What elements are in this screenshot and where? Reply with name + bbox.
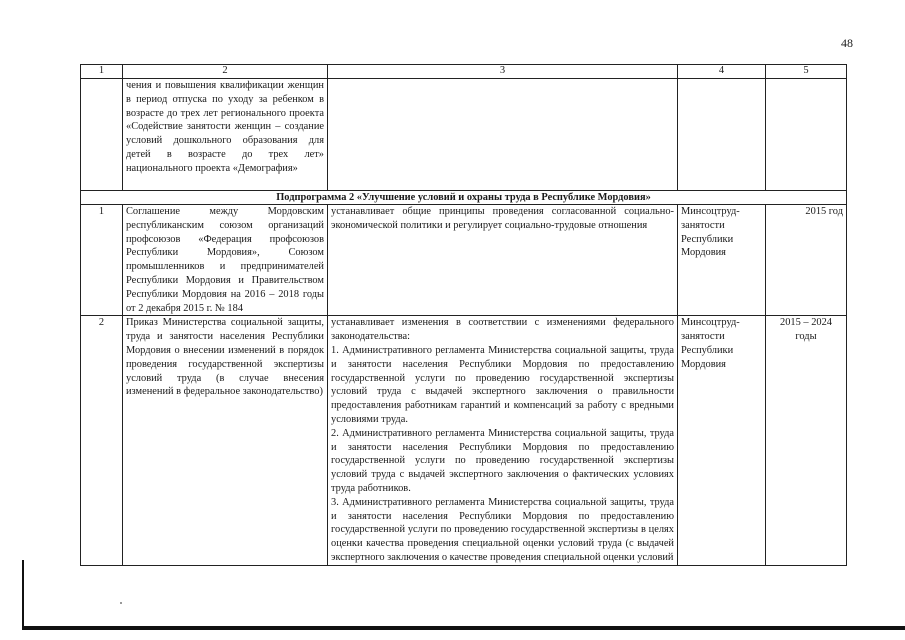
- table-row: [81, 205, 847, 316]
- continuation-text: чения и повышения квалификации женщин в период отпуска по уходу за ребенком в возрасте до трех лет регионального проекта «Содействие занятости женщин – создание условий дошкольного образования для детей в возрасте до трех лет» национального проекта «Демография»: [123, 79, 328, 191]
- header-col-3: 3: [328, 65, 678, 79]
- header-col-4: 4: [678, 65, 766, 79]
- header-col-1: 1: [81, 65, 123, 79]
- continuation-num: [81, 79, 123, 191]
- row-term: 2015 – 2024 годы: [766, 316, 847, 565]
- scan-speck: [120, 602, 122, 604]
- continuation-term: [766, 79, 847, 191]
- content-paragraph: 3. Административного регламента Министерства социальной защиты, труда и занятости населения Республики Мордовия по предоставлению государственной услуги по проведению государственной экспертизы в целях оценки качества проведения специальной оценки условий труда (с выдачей экспертного заключения о качестве проведения специальной оценки условий: [331, 496, 674, 563]
- document-table: [80, 64, 847, 566]
- row-number: 1: [81, 205, 123, 316]
- table-row: [81, 316, 847, 565]
- header-col-2: 2: [123, 65, 328, 79]
- row-responsible: Минсоцтруд-занятости Республики Мордовия: [678, 316, 766, 565]
- row-document: Приказ Министерства социальной защиты, труда и занятости населения Республики Мордовия о внесении изменений в порядок проведения государственной экспертизы условий труда (в случае внесения изменений в федеральное законодательство): [123, 316, 328, 565]
- row-content: [328, 205, 678, 316]
- continuation-content: [328, 79, 678, 191]
- section-title: Подпрограмма 2 «Улучшение условий и охраны труда в Республике Мордовия»: [81, 191, 847, 205]
- section-row: [81, 191, 847, 205]
- content-paragraph: 1. Административного регламента Министерства социальной защиты, труда и занятости населения Республики Мордовия по предоставлению государственной услуги по проведению государственной экспертизы условий труда с выдачей экспертного заключения о правильности предоставления работникам гарантий и компенсаций за работу с вредными условиями труда.: [331, 344, 674, 425]
- continuation-responsible: [678, 79, 766, 191]
- row-term: 2015 год: [766, 205, 847, 316]
- content-paragraph: устанавливает общие принципы проведения согласованной социально-экономической политики и регулирует социально-трудовые отношения: [331, 206, 674, 231]
- row-responsible: Минсоцтруд-занятости Республики Мордовия: [678, 205, 766, 316]
- row-document: Соглашение между Мордовским республиканским союзом организаций профсоюзов «Федерация профсоюзов Республики Мордовия», Союзом промышленников и предпринимателей Республики Мордовия и Правительством Республики Мордовия на 2016 – 2018 годы от 2 декабря 2015 г. № 184: [123, 205, 328, 316]
- table-header-row: [81, 65, 847, 79]
- row-number: 2: [81, 316, 123, 565]
- content-paragraph: устанавливает изменения в соответствии с изменениями федерального законодательства:: [331, 317, 674, 343]
- scan-edge-mark: [22, 560, 24, 630]
- content-paragraph: 2. Административного регламента Министерства социальной защиты, труда и занятости населения Республики Мордовия по предоставлению государственной услуги по проведению государственной экспертизы условий труда с выдачей экспертного заключения о фактических условиях труда работников.: [331, 427, 674, 494]
- page-number: 48: [841, 36, 853, 50]
- header-col-5: 5: [766, 65, 847, 79]
- scan-bottom-edge: [22, 626, 905, 630]
- continuation-row: [81, 79, 847, 191]
- row-content: [328, 316, 678, 565]
